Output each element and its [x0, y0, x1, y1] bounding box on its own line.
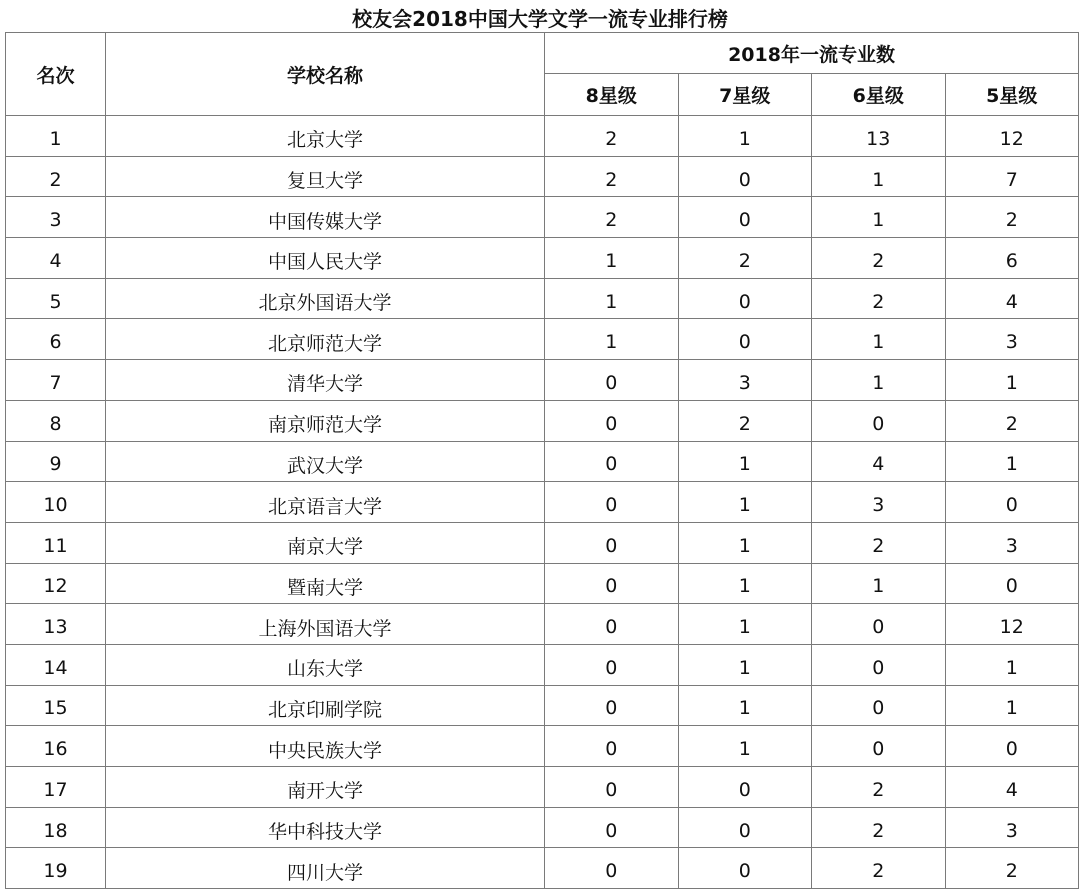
star7-cell: 2 [678, 400, 812, 441]
star6-cell: 1 [812, 563, 946, 604]
star6-cell: 2 [812, 848, 946, 889]
star5-cell: 1 [945, 685, 1079, 726]
school-name-cell: 北京印刷学院 [106, 685, 545, 726]
table-row [6, 563, 1079, 604]
star8-cell: 0 [545, 685, 679, 726]
star8-cell: 0 [545, 604, 679, 645]
table-row [6, 482, 1079, 523]
table-row [6, 441, 1079, 482]
star8-cell: 0 [545, 563, 679, 604]
star6-cell: 3 [812, 482, 946, 523]
table-row [6, 400, 1079, 441]
table-row [6, 319, 1079, 360]
rank-cell: 16 [6, 726, 106, 767]
star8-cell: 0 [545, 360, 679, 401]
table-row [6, 685, 1079, 726]
rank-cell: 15 [6, 685, 106, 726]
star8-cell: 1 [545, 238, 679, 279]
school-name-cell: 山东大学 [106, 644, 545, 685]
star5-cell: 1 [945, 441, 1079, 482]
ranking-table [5, 32, 1079, 889]
rank-cell: 7 [6, 360, 106, 401]
school-name-cell: 中国人民大学 [106, 238, 545, 279]
star5-cell: 4 [945, 278, 1079, 319]
star8-cell: 0 [545, 400, 679, 441]
star7-cell: 2 [678, 238, 812, 279]
star8-cell: 1 [545, 278, 679, 319]
table-row [6, 278, 1079, 319]
school-name-cell: 南京师范大学 [106, 400, 545, 441]
star8-cell: 0 [545, 441, 679, 482]
star6-cell: 1 [812, 360, 946, 401]
star8-cell: 0 [545, 767, 679, 808]
school-name-cell: 清华大学 [106, 360, 545, 401]
rank-cell: 4 [6, 238, 106, 279]
header-rank: 名次 [6, 33, 106, 116]
star8-cell: 2 [545, 197, 679, 238]
star7-cell: 1 [678, 116, 812, 157]
star6-cell: 2 [812, 807, 946, 848]
star5-cell: 6 [945, 238, 1079, 279]
rank-cell: 13 [6, 604, 106, 645]
star5-cell: 7 [945, 156, 1079, 197]
rank-cell: 8 [6, 400, 106, 441]
star7-cell: 1 [678, 685, 812, 726]
star7-cell: 0 [678, 197, 812, 238]
star7-cell: 1 [678, 644, 812, 685]
star7-cell: 0 [678, 278, 812, 319]
star6-cell: 0 [812, 604, 946, 645]
rank-cell: 10 [6, 482, 106, 523]
star8-cell: 0 [545, 726, 679, 767]
star8-cell: 0 [545, 644, 679, 685]
star6-cell: 4 [812, 441, 946, 482]
star6-cell: 2 [812, 278, 946, 319]
header-7-star: 7星级 [678, 74, 812, 116]
star6-cell: 1 [812, 197, 946, 238]
table-title: 校友会2018中国大学文学一流专业排行榜 [352, 7, 728, 31]
star7-cell: 1 [678, 522, 812, 563]
school-name-cell: 华中科技大学 [106, 807, 545, 848]
star7-cell: 0 [678, 156, 812, 197]
table-row [6, 238, 1079, 279]
star6-cell: 2 [812, 522, 946, 563]
star5-cell: 1 [945, 360, 1079, 401]
star8-cell: 0 [545, 848, 679, 889]
star5-cell: 3 [945, 807, 1079, 848]
star8-cell: 2 [545, 156, 679, 197]
star7-cell: 0 [678, 807, 812, 848]
star7-cell: 1 [678, 441, 812, 482]
school-name-cell: 北京外国语大学 [106, 278, 545, 319]
star8-cell: 0 [545, 807, 679, 848]
rank-cell: 9 [6, 441, 106, 482]
star6-cell: 2 [812, 767, 946, 808]
star6-cell: 0 [812, 644, 946, 685]
star6-cell: 0 [812, 726, 946, 767]
rank-cell: 17 [6, 767, 106, 808]
star5-cell: 2 [945, 400, 1079, 441]
star6-cell: 0 [812, 400, 946, 441]
star8-cell: 0 [545, 482, 679, 523]
rank-cell: 18 [6, 807, 106, 848]
star5-cell: 2 [945, 848, 1079, 889]
rank-cell: 6 [6, 319, 106, 360]
star6-cell: 1 [812, 156, 946, 197]
rank-cell: 3 [6, 197, 106, 238]
star8-cell: 2 [545, 116, 679, 157]
star8-cell: 1 [545, 319, 679, 360]
rank-cell: 5 [6, 278, 106, 319]
star7-cell: 0 [678, 848, 812, 889]
header-school: 学校名称 [106, 33, 545, 116]
rank-cell: 14 [6, 644, 106, 685]
star5-cell: 3 [945, 522, 1079, 563]
rank-cell: 2 [6, 156, 106, 197]
school-name-cell: 上海外国语大学 [106, 604, 545, 645]
table-row [6, 156, 1079, 197]
school-name-cell: 复旦大学 [106, 156, 545, 197]
table-row [6, 360, 1079, 401]
star5-cell: 12 [945, 116, 1079, 157]
star7-cell: 1 [678, 563, 812, 604]
star5-cell: 0 [945, 482, 1079, 523]
star5-cell: 2 [945, 197, 1079, 238]
star8-cell: 0 [545, 522, 679, 563]
star7-cell: 1 [678, 604, 812, 645]
school-name-cell: 北京大学 [106, 116, 545, 157]
rank-cell: 1 [6, 116, 106, 157]
table-row [6, 767, 1079, 808]
star5-cell: 4 [945, 767, 1079, 808]
star6-cell: 2 [812, 238, 946, 279]
star5-cell: 12 [945, 604, 1079, 645]
star5-cell: 1 [945, 644, 1079, 685]
star6-cell: 13 [812, 116, 946, 157]
table-row [6, 116, 1079, 157]
table-row [6, 522, 1079, 563]
table-row [6, 807, 1079, 848]
star6-cell: 0 [812, 685, 946, 726]
rank-cell: 19 [6, 848, 106, 889]
table-row [6, 197, 1079, 238]
star6-cell: 1 [812, 319, 946, 360]
star7-cell: 1 [678, 482, 812, 523]
header-5-star: 5星级 [945, 74, 1079, 116]
header-6-star: 6星级 [812, 74, 946, 116]
header-group: 2018年一流专业数 [545, 33, 1079, 74]
table-row [6, 726, 1079, 767]
school-name-cell: 南京大学 [106, 522, 545, 563]
star5-cell: 0 [945, 563, 1079, 604]
star7-cell: 3 [678, 360, 812, 401]
rank-cell: 12 [6, 563, 106, 604]
school-name-cell: 四川大学 [106, 848, 545, 889]
star5-cell: 3 [945, 319, 1079, 360]
star7-cell: 0 [678, 767, 812, 808]
table-row [6, 644, 1079, 685]
table-body [6, 116, 1079, 889]
school-name-cell: 中国传媒大学 [106, 197, 545, 238]
school-name-cell: 北京师范大学 [106, 319, 545, 360]
school-name-cell: 武汉大学 [106, 441, 545, 482]
header-8-star: 8星级 [545, 74, 679, 116]
star7-cell: 1 [678, 726, 812, 767]
school-name-cell: 中央民族大学 [106, 726, 545, 767]
school-name-cell: 南开大学 [106, 767, 545, 808]
star7-cell: 0 [678, 319, 812, 360]
school-name-cell: 北京语言大学 [106, 482, 545, 523]
table-row [6, 848, 1079, 889]
table-row [6, 604, 1079, 645]
school-name-cell: 暨南大学 [106, 563, 545, 604]
rank-cell: 11 [6, 522, 106, 563]
star5-cell: 0 [945, 726, 1079, 767]
